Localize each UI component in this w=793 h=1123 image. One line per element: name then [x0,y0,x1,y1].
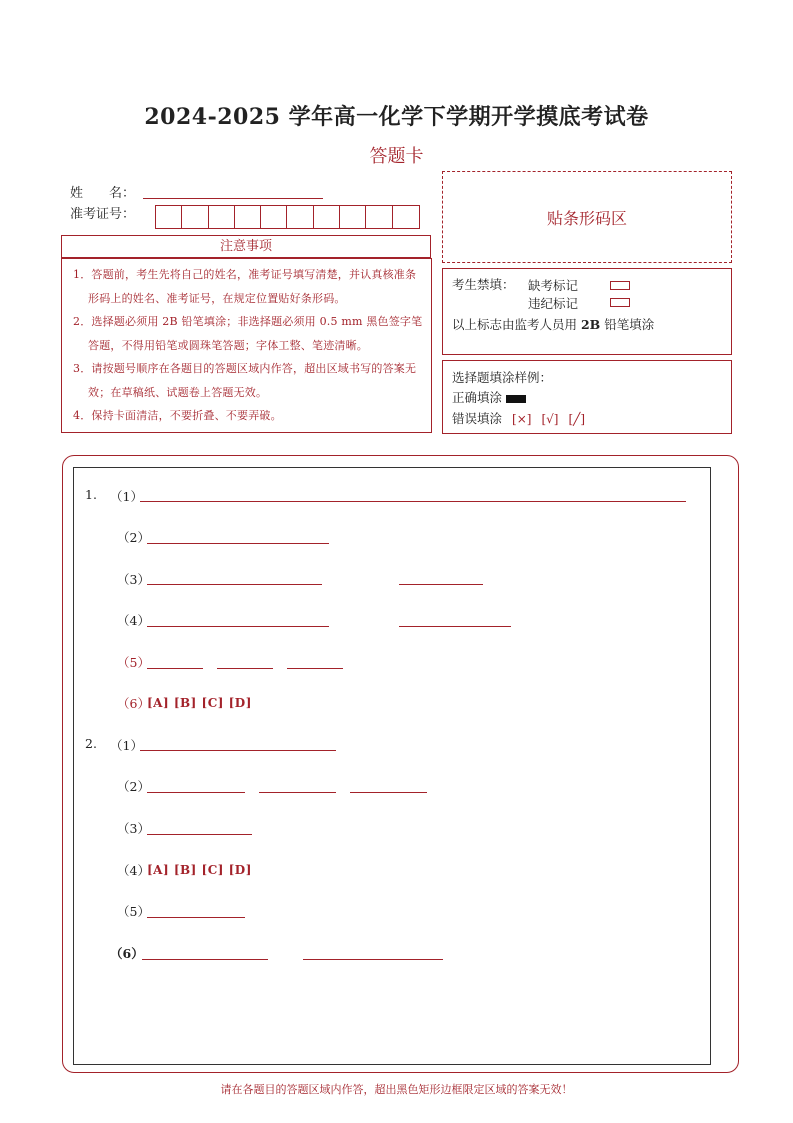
q2-part-3-label: （3） [117,821,150,836]
q2-part-5-label: （5） [117,904,150,919]
absent-mark-label: 缺考标记 [528,278,579,293]
q2-part-2-answer-c[interactable] [350,792,427,793]
violation-mark-box[interactable] [610,298,630,307]
notice-item: 1．答题前，考生先将自己的姓名，准考证号填写清楚，并认真核准条形码上的姓名、准考证号，在规定位置贴好条形码。 [73,268,417,305]
name-field[interactable] [143,198,323,199]
notice-item: 4．保持卡面清洁，不要折叠、不要弄破。 [73,409,282,422]
wrong-fill-row: 错误填涂 [×] [√] [╱] [452,411,586,426]
notice-item: 2．选择题必须用 2B 铅笔填涂；非选择题必须用 0.5 mm 黑色签字笔答题，不得用铅笔或圆珠笔答题；字体工整、笔迹清晰。 [73,315,423,352]
notice-item: 3．请按题号顺序在各题目的答题区域内作答，超出区域书写的答案无效；在草稿纸、试题卷上答题无效。 [73,362,417,399]
notice-heading: 注意事项 [61,235,431,258]
q2-part-2-label: （2） [117,779,150,794]
ticket-number-boxes[interactable] [155,205,420,229]
q1-part-5-answer-b[interactable] [217,668,273,669]
q1-part-5-label: （5） [117,655,150,670]
wrong-mark-check: [√] [541,412,559,426]
correct-fill-mark [506,395,526,403]
q1-part-2-answer[interactable] [147,543,329,544]
proctor-note: 以上标志由监考人员用 2B 铅笔填涂 [452,317,655,332]
q2-part-5-answer[interactable] [147,917,245,918]
q1-part-1-label: （1） [110,489,143,504]
q1-part-5-answer-a[interactable] [147,668,203,669]
name-label: 姓 名： [70,186,136,201]
page-subtitle: 答题卡 [369,146,424,167]
wrong-mark-cross: [×] [512,412,532,426]
q2-part-2-answer-a[interactable] [147,792,245,793]
q1-part-1-answer[interactable] [140,501,686,502]
q2-part-4-options[interactable]: [A] [B] [C] [D] [147,863,252,877]
q2-part-1-label: （1） [110,738,143,753]
proctor-label: 考生禁填： [452,277,515,292]
barcode-area [442,171,732,263]
absent-mark-box[interactable] [610,281,630,290]
violation-mark-label: 违纪标记 [528,296,579,311]
q1-part-6-label: （6） [117,696,150,711]
fill-example-label: 选择题填涂样例： [452,370,553,385]
q1-part-2-label: （2） [117,530,150,545]
q1-part-3-answer-a[interactable] [147,584,322,585]
q1-part-3-label: （3） [117,572,150,587]
question-2-number: 2. [85,736,97,751]
answer-area [73,467,711,1065]
q2-part-6-answer-b[interactable] [303,959,443,960]
q1-part-4-label: （4） [117,613,150,628]
q1-part-4-answer-a[interactable] [147,626,329,627]
q1-part-6-options[interactable]: [A] [B] [C] [D] [147,696,252,710]
q2-part-1-answer[interactable] [140,750,336,751]
question-1-number: 1. [85,487,97,502]
q2-part-6-label: （6） [110,946,144,961]
barcode-label: 贴条形码区 [546,208,627,228]
q1-part-5-answer-c[interactable] [287,668,343,669]
footer-warning: 请在各题目的答题区域内作答，超出黑色矩形边框限定区域的答案无效！ [220,1083,573,1096]
correct-fill-label: 正确填涂 [452,388,526,406]
q1-part-4-answer-b[interactable] [399,626,511,627]
q2-part-4-label: （4） [117,863,150,878]
q2-part-2-answer-b[interactable] [259,792,336,793]
page-title: 2024-2025 学年高一化学下学期开学摸底考试卷 [144,104,649,130]
q1-part-3-answer-b[interactable] [399,584,483,585]
q2-part-6-answer-a[interactable] [142,959,268,960]
q2-part-3-answer[interactable] [147,834,252,835]
wrong-mark-slash: [╱] [568,412,586,426]
ticket-label: 准考证号： [70,207,136,222]
notice-body [61,258,432,433]
